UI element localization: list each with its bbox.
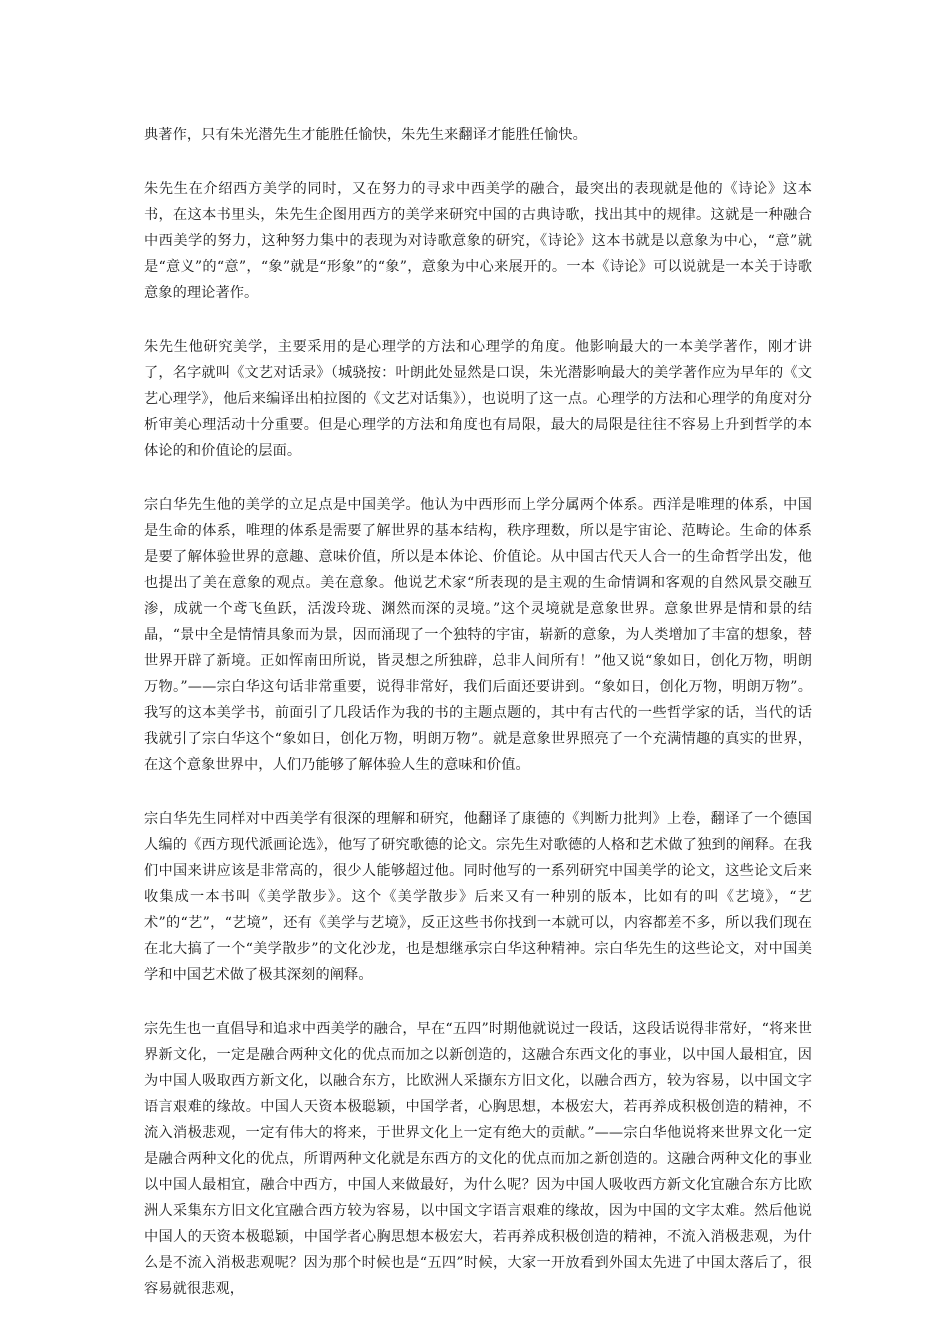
paragraph-1: 典著作，只有朱光潜先生才能胜任愉快，朱先生来翻译才能胜任愉快。 bbox=[144, 127, 587, 143]
paragraph-2: 朱先生在介绍西方美学的同时，又在努力的寻求中西美学的融合，最突出的表现就是他的《诗论》这本书，在这本书里头，朱先生企图用西方的美学来研究中国的古典诗歌，找出其中的规律。这就是一种融合中西美学的努力，这种努力集中的表现为对诗歌意象的研究，《诗论》这本书就是以意象为中心，“意”就是“意义”的“意”，“象”就是“形象”的“象”，意象为中心来展开的。一本《诗论》可以说就是一本关于诗歌意象的理论著作。 bbox=[144, 181, 812, 301]
paragraph-5: 宗白华先生同样对中西美学有很深的理解和研究，他翻译了康德的《判断力批判》上卷，翻译了一个德国人编的《西方现代派画论选》，他写了研究歌德的论文。宗先生对歌德的人格和艺术做了独到的阐释。在我们中国来讲应该是非常高的，很少人能够超过他。同时他写的一系列研究中国美学的论文，这些论文后来收集成一本书叫《美学散步》。这个《美学散步》后来又有一种别的版本，比如有的叫《艺境》，“艺术”的“艺”，“艺境”，还有《美学与艺境》，反正这些书你找到一本就可以，内容都差不多，所以我们现在在北大搞了一个“美学散步”的文化沙龙，也是想继承宗白华这种精神。宗白华先生的这些论文，对中国美学和中国艺术做了极其深刻的阐释。 bbox=[144, 811, 812, 983]
paragraph-6: 宗先生也一直倡导和追求中西美学的融合，早在“五四”时期他就说过一段话，这段话说得非常好，“将来世界新文化，一定是融合两种文化的优点而加之以新创造的，这融合东西文化的事业，以中国人最相宜，因为中国人吸取西方新文化，以融合东方，比欧洲人采撷东方旧文化，以融合西方，较为容易，以中国文字语言艰难的缘故。中国人天资本极聪颖，中国学者，心胸思想，本极宏大，若再养成积极创造的精神，不流入消极悲观，一定有伟大的将来，于世界文化上一定有绝大的贡献。”——宗白华他说将来世界文化一定是融合两种文化的优点，所谓两种文化就是东西方的文化的优点而加之新创造的。这融合两种文化的事业以中国人最相宜，融合中西方，中国人来做最好，为什么呢？因为中国人吸收西方新文化宜融合东方比欧洲人采集东方旧文化宜融合西方较为容易，以中国文字语言艰难的缘故，因为中国的文字太难。然后他说中国人的天资本极聪颖，中国学者心胸思想本极宏大，若再养成积极创造的精神，不流入消极悲观，为什么是不流入消极悲观呢？因为那个时候也是“五四”时候，大家一开放看到外国太先进了中国太落后了，很容易就很悲观， bbox=[144, 1021, 812, 1297]
paragraph-3: 朱先生他研究美学，主要采用的是心理学的方法和心理学的角度。他影响最大的一本美学著作，刚才讲了，名字就叫《文艺对话录》（城骁按：叶朗此处显然是口误，朱光潜影响最大的美学著作应为早年的《文艺心理学》，他后来编译出柏拉图的《文艺对话集》），也说明了这一点。心理学的方法和心理学的角度对分析审美心理活动十分重要。但是心理学的方法和角度也有局限，最大的局限是往往不容易上升到哲学的本体论的和价值论的层面。 bbox=[144, 339, 812, 459]
body-text bbox=[144, 122, 812, 1330]
paragraph-4: 宗白华先生他的美学的立足点是中国美学。他认为中西形而上学分属两个体系。西洋是唯理的体系，中国是生命的体系，唯理的体系是需要了解世界的基本结构，秩序理数，所以是宇宙论、范畴论。生命的体系是要了解体验世界的意趣、意味价值，所以是本体论、价值论。从中国古代天人合一的生命哲学出发，他也提出了美在意象的观点。美在意象。他说艺术家“所表现的是主观的生命情调和客观的自然风景交融互渗，成就一个鸢飞鱼跃，活泼玲珑、渊然而深的灵境。”这个灵境就是意象世界。意象世界是情和景的结晶，“景中全是情情具象而为景，因而涌现了一个独特的宇宙，崭新的意象，为人类增加了丰富的想象，替世界开辟了新境。正如恽南田所说，皆灵想之所独辟，总非人间所有！”他又说“象如日，创化万物，明朗万物。”——宗白华这句话非常重要，说得非常好，我们后面还要讲到。“象如日，创化万物，明朗万物”。我写的这本美学书，前面引了几段话作为我的书的主题点题的，其中有古代的一些哲学家的话，当代的话我就引了宗白华这个“象如日，创化万物，明朗万物”。就是意象世界照亮了一个充满情趣的真实的世界，在这个意象世界中，人们乃能够了解体验人生的意味和价值。 bbox=[144, 497, 812, 773]
